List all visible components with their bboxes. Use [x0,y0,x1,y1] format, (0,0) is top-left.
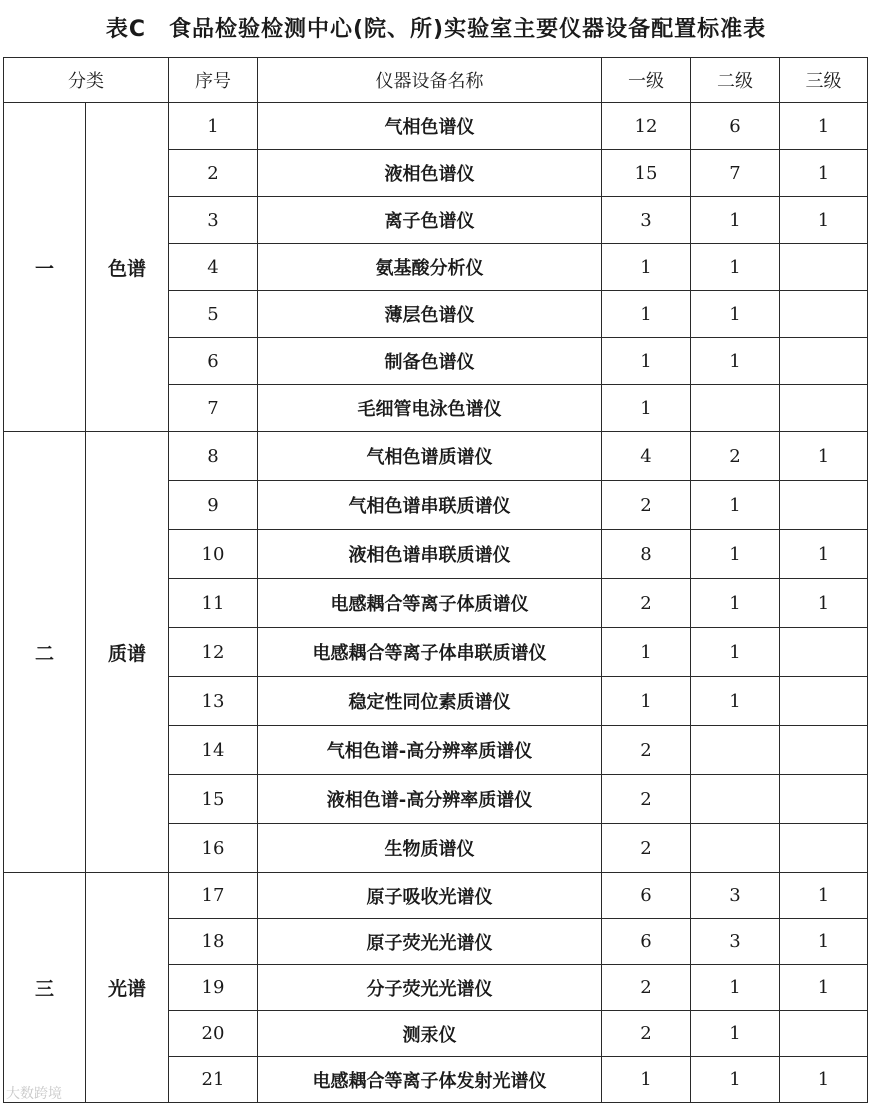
level2-cell: 3 [691,919,780,965]
level2-cell: 1 [691,481,780,530]
table-body [4,103,868,1103]
level2-cell: 1 [691,197,780,244]
seq-cell: 9 [169,481,258,530]
name-cell: 测汞仪 [258,1011,602,1057]
level1-cell: 1 [602,244,691,291]
level1-cell: 6 [602,919,691,965]
level3-cell [780,726,868,775]
level1-cell: 12 [602,103,691,150]
level1-cell: 2 [602,481,691,530]
level3-cell [780,1011,868,1057]
level2-cell: 2 [691,432,780,481]
level2-cell [691,824,780,873]
seq-cell: 4 [169,244,258,291]
name-cell: 液相色谱仪 [258,150,602,197]
level2-cell: 1 [691,965,780,1011]
category-number: 二 [4,432,86,873]
header-level3: 三级 [780,58,868,103]
level1-cell: 2 [602,579,691,628]
table-row [4,873,868,919]
level2-cell: 1 [691,291,780,338]
level1-cell: 3 [602,197,691,244]
level3-cell [780,824,868,873]
level1-cell: 6 [602,873,691,919]
table-row [4,103,868,150]
header-category: 分类 [4,58,169,103]
level3-cell [780,244,868,291]
seq-cell: 17 [169,873,258,919]
level2-cell: 1 [691,1011,780,1057]
level2-cell: 1 [691,244,780,291]
level1-cell: 1 [602,385,691,432]
name-cell: 电感耦合等离子体发射光谱仪 [258,1057,602,1103]
name-cell: 气相色谱质谱仪 [258,432,602,481]
name-cell: 原子荧光光谱仪 [258,919,602,965]
level2-cell: 1 [691,628,780,677]
seq-cell: 8 [169,432,258,481]
table-title: 表C 食品检验检测中心(院、所)实验室主要仪器设备配置标准表 [105,17,767,42]
level3-cell [780,385,868,432]
level3-cell: 1 [780,150,868,197]
level3-cell [780,338,868,385]
name-cell: 薄层色谱仪 [258,291,602,338]
name-cell: 毛细管电泳色谱仪 [258,385,602,432]
name-cell: 原子吸收光谱仪 [258,873,602,919]
seq-cell: 20 [169,1011,258,1057]
category-name: 光谱 [86,873,169,1103]
seq-cell: 7 [169,385,258,432]
name-cell: 氨基酸分析仪 [258,244,602,291]
name-cell: 电感耦合等离子体质谱仪 [258,579,602,628]
level3-cell: 1 [780,873,868,919]
seq-cell: 15 [169,775,258,824]
level2-cell [691,726,780,775]
level2-cell: 1 [691,677,780,726]
name-cell: 生物质谱仪 [258,824,602,873]
seq-cell: 1 [169,103,258,150]
category-number: 三 [4,873,86,1103]
header-seq: 序号 [169,58,258,103]
level3-cell: 1 [780,965,868,1011]
header-name: 仪器设备名称 [258,58,602,103]
level3-cell: 1 [780,919,868,965]
seq-cell: 11 [169,579,258,628]
level1-cell: 2 [602,965,691,1011]
header-level1: 一级 [602,58,691,103]
level1-cell: 1 [602,291,691,338]
level2-cell: 1 [691,530,780,579]
seq-cell: 10 [169,530,258,579]
level3-cell: 1 [780,530,868,579]
level3-cell: 1 [780,432,868,481]
level1-cell: 1 [602,338,691,385]
level2-cell [691,775,780,824]
level2-cell [691,385,780,432]
name-cell: 气相色谱-高分辨率质谱仪 [258,726,602,775]
level1-cell: 2 [602,726,691,775]
level1-cell: 2 [602,775,691,824]
level1-cell: 1 [602,1057,691,1103]
level3-cell: 1 [780,579,868,628]
level1-cell: 1 [602,628,691,677]
name-cell: 气相色谱串联质谱仪 [258,481,602,530]
name-cell: 制备色谱仪 [258,338,602,385]
level1-cell: 15 [602,150,691,197]
seq-cell: 14 [169,726,258,775]
name-cell: 离子色谱仪 [258,197,602,244]
header-level2: 二级 [691,58,780,103]
watermark: 大数跨境 [6,1086,62,1102]
level1-cell: 2 [602,824,691,873]
level2-cell: 3 [691,873,780,919]
name-cell: 稳定性同位素质谱仪 [258,677,602,726]
level2-cell: 1 [691,579,780,628]
name-cell: 液相色谱-高分辨率质谱仪 [258,775,602,824]
level1-cell: 2 [602,1011,691,1057]
seq-cell: 19 [169,965,258,1011]
header-row [4,58,868,103]
level2-cell: 7 [691,150,780,197]
level3-cell [780,291,868,338]
level3-cell: 1 [780,103,868,150]
seq-cell: 12 [169,628,258,677]
equipment-table [3,57,868,1103]
seq-cell: 16 [169,824,258,873]
level1-cell: 1 [602,677,691,726]
seq-cell: 13 [169,677,258,726]
level3-cell [780,481,868,530]
seq-cell: 3 [169,197,258,244]
level3-cell [780,628,868,677]
name-cell: 液相色谱串联质谱仪 [258,530,602,579]
name-cell: 气相色谱仪 [258,103,602,150]
level1-cell: 4 [602,432,691,481]
seq-cell: 6 [169,338,258,385]
name-cell: 电感耦合等离子体串联质谱仪 [258,628,602,677]
table-row [4,432,868,481]
level2-cell: 6 [691,103,780,150]
level3-cell: 1 [780,1057,868,1103]
level2-cell: 1 [691,1057,780,1103]
level3-cell [780,775,868,824]
level1-cell: 8 [602,530,691,579]
seq-cell: 21 [169,1057,258,1103]
level3-cell: 1 [780,197,868,244]
level3-cell [780,677,868,726]
seq-cell: 2 [169,150,258,197]
seq-cell: 18 [169,919,258,965]
category-number: 一 [4,103,86,432]
level2-cell: 1 [691,338,780,385]
name-cell: 分子荧光光谱仪 [258,965,602,1011]
category-name: 质谱 [86,432,169,873]
seq-cell: 5 [169,291,258,338]
category-name: 色谱 [86,103,169,432]
